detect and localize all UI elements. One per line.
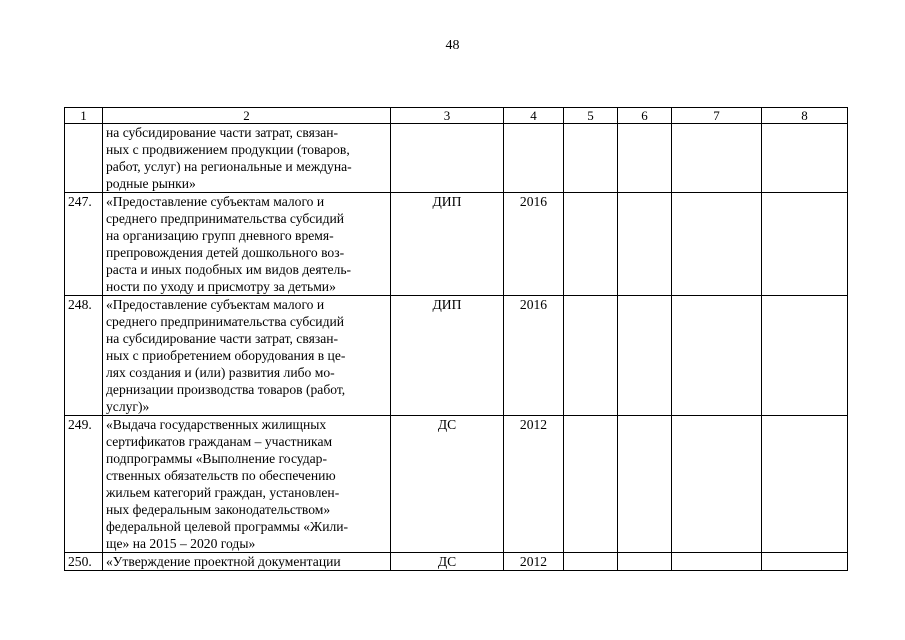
row-col6-cell [618, 296, 672, 416]
row-text-line: ственных обязательств по обеспечению [106, 468, 336, 483]
row-col7-cell [672, 296, 762, 416]
page-number: 48 [445, 38, 460, 53]
row-col8-cell [762, 296, 848, 416]
row-col6-cell [618, 193, 672, 296]
row-col7-cell [672, 416, 762, 553]
row-col8-cell [762, 416, 848, 553]
row-col7-cell [672, 193, 762, 296]
column-header: 5 [564, 108, 618, 124]
row-number-cell: 249. [65, 416, 103, 553]
row-number-cell: 247. [65, 193, 103, 296]
row-year-cell: 2012 [504, 416, 564, 553]
row-text-line: родные рынки» [106, 176, 196, 191]
row-text-line: ности по уходу и присмотру за детьми» [106, 279, 336, 294]
row-col5-cell [564, 296, 618, 416]
table-row [65, 296, 848, 416]
row-col7-cell [672, 124, 762, 193]
row-year-cell: 2012 [504, 553, 564, 571]
row-executor-cell: ДИП [391, 296, 504, 416]
row-text-line: «Предоставление субъектам малого и [106, 297, 325, 312]
row-col6-cell [618, 416, 672, 553]
row-col7-cell [672, 553, 762, 571]
row-col8-cell [762, 553, 848, 571]
row-name-cell [103, 193, 391, 296]
table-row [65, 553, 848, 571]
row-name-cell [103, 416, 391, 553]
row-col5-cell [564, 193, 618, 296]
row-year-cell: 2016 [504, 193, 564, 296]
row-text-line: подпрограммы «Выполнение государ- [106, 451, 328, 466]
row-text-line: федеральной целевой программы «Жили- [106, 519, 349, 534]
row-text-line: «Выдача государственных жилищных [106, 417, 327, 432]
row-text-line: жильем категорий граждан, установлен- [106, 485, 340, 500]
row-number-cell [65, 124, 103, 193]
row-text-line: на субсидирование части затрат, связан- [106, 331, 339, 346]
row-text-line: дернизации производства товаров (работ, [106, 382, 346, 397]
row-year-cell [504, 124, 564, 193]
row-year-cell: 2016 [504, 296, 564, 416]
column-header: 8 [762, 108, 848, 124]
row-text-line: ных с продвижением продукции (товаров, [106, 142, 350, 157]
row-name-cell [103, 296, 391, 416]
row-text-line: ще» на 2015 – 2020 годы» [106, 536, 256, 551]
column-header: 1 [65, 108, 103, 124]
row-col8-cell [762, 193, 848, 296]
row-col5-cell [564, 124, 618, 193]
row-name-cell [103, 124, 391, 193]
row-text-line: лях создания и (или) развития либо мо- [106, 365, 335, 380]
row-text-line: «Утверждение проектной документации [106, 554, 341, 569]
row-number-cell: 250. [65, 553, 103, 571]
column-header: 6 [618, 108, 672, 124]
row-text-line: среднего предпринимательства субсидий [106, 314, 345, 329]
row-col5-cell [564, 416, 618, 553]
row-executor-cell [391, 124, 504, 193]
row-text-line: раста и иных подобных им видов деятель- [106, 262, 352, 277]
column-header: 7 [672, 108, 762, 124]
column-header: 3 [391, 108, 504, 124]
table-row [65, 416, 848, 553]
row-executor-cell: ДС [391, 553, 504, 571]
row-col8-cell [762, 124, 848, 193]
row-text-line: препровождения детей дошкольного воз- [106, 245, 345, 260]
row-text-line: «Предоставление субъектам малого и [106, 194, 325, 209]
row-col6-cell [618, 553, 672, 571]
row-text-line: сертификатов гражданам – участникам [106, 434, 333, 449]
row-text-line: среднего предпринимательства субсидий [106, 211, 345, 226]
column-header: 2 [103, 108, 391, 124]
row-executor-cell: ДИП [391, 193, 504, 296]
row-text-line: ных федеральным законодательством» [106, 502, 331, 517]
table-row [65, 193, 848, 296]
row-col6-cell [618, 124, 672, 193]
column-header: 4 [504, 108, 564, 124]
row-name-cell [103, 553, 391, 571]
document-table [64, 107, 848, 571]
row-executor-cell: ДС [391, 416, 504, 553]
table-header-row [65, 108, 848, 124]
row-text-line: ных с приобретением оборудования в це- [106, 348, 346, 363]
row-col5-cell [564, 553, 618, 571]
row-text-line: на организацию групп дневного время- [106, 228, 334, 243]
row-number-cell: 248. [65, 296, 103, 416]
table-row [65, 124, 848, 193]
row-text-line: услуг)» [106, 399, 150, 414]
row-text-line: работ, услуг) на региональные и междуна- [106, 159, 352, 174]
row-text-line: на субсидирование части затрат, связан- [106, 125, 339, 140]
